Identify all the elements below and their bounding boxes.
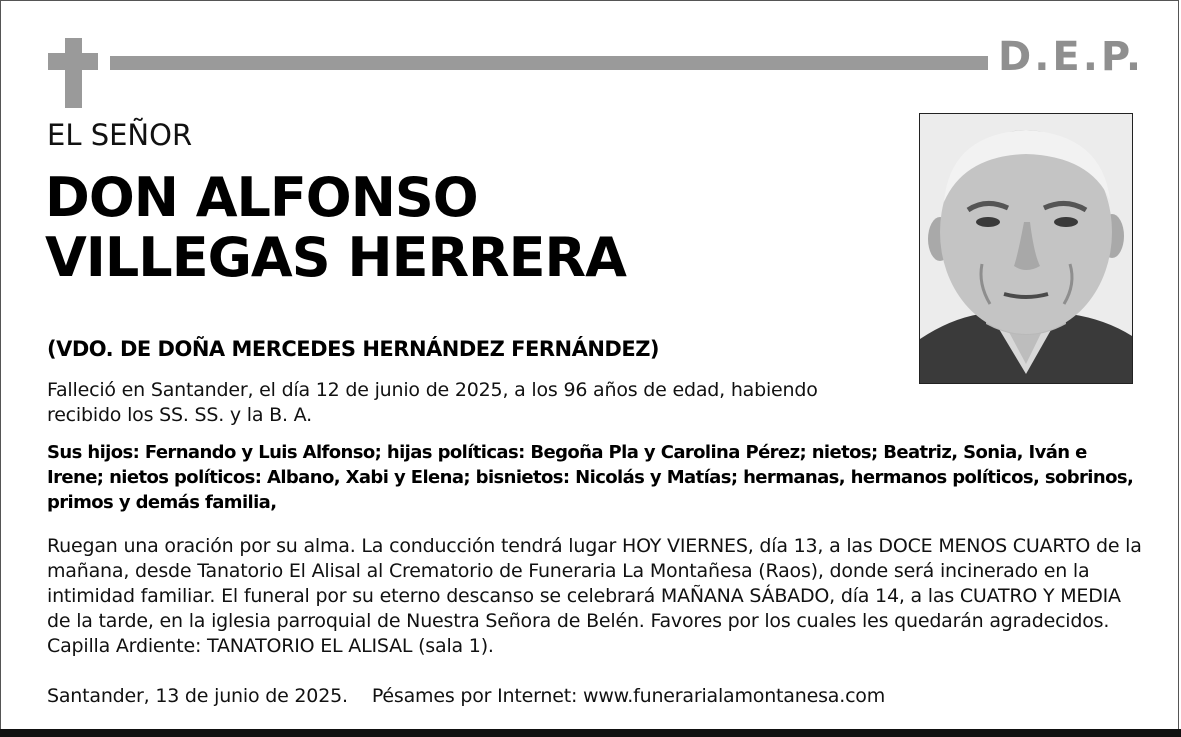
deceased-name-line-2: VILLEGAS HERRERA — [45, 226, 626, 289]
footer — [47, 682, 885, 710]
condolences-link[interactable]: Pésames por Internet: www.funerarialamontanesa.com — [371, 685, 886, 707]
ceremony-details: Ruegan una oración por su alma. La conducción tendrá lugar HOY VIERNES, día 13, a las DOCE MENOS CUARTO de la mañana, desde Tanatorio El Alisal al Crematorio de Funeraria La Montañesa (Raos), donde será incinerado en la intimidad familiar. El funeral por su eterno descanso se celebrará MAÑANA SÁBADO, día 14, a las CUATRO Y MEDIA de la tarde, en la iglesia parroquial de Nuestra Señora de Belén. Favores por los cuales les quedarán agradecidos. Capilla Ardiente: TANATORIO EL ALISAL (sala 1). — [47, 535, 1142, 657]
portrait-photo — [919, 113, 1133, 384]
family-list: Sus hijos: Fernando y Luis Alfonso; hijas políticas: Begoña Pla y Carolina Pérez; nietos; Beatriz, Sonia, Iván e Irene; nietos políticos: Albano, Xabi y Elena; bisnietos: Nicolás y Matías; hermanas, hermanos políticos, sobrinos, primos y demás familia, — [47, 442, 1134, 513]
header-rule — [110, 56, 988, 70]
widower-of: (VDO. DE DOÑA MERCEDES HERNÁNDEZ FERNÁNDEZ) — [47, 337, 660, 361]
latin-cross-icon — [48, 38, 98, 108]
bottom-border — [0, 729, 1181, 737]
dep-label: D.E.P. — [998, 34, 1145, 80]
death-notice: Falleció en Santander, el día 12 de junio de 2025, a los 96 años de edad, habiendo recibido los SS. SS. y la B. A. — [47, 379, 818, 426]
honorific-prefix: EL SEÑOR — [47, 118, 193, 152]
deceased-name-line-1: DON ALFONSO — [45, 166, 478, 229]
place-date: Santander, 13 de junio de 2025. — [47, 685, 348, 707]
